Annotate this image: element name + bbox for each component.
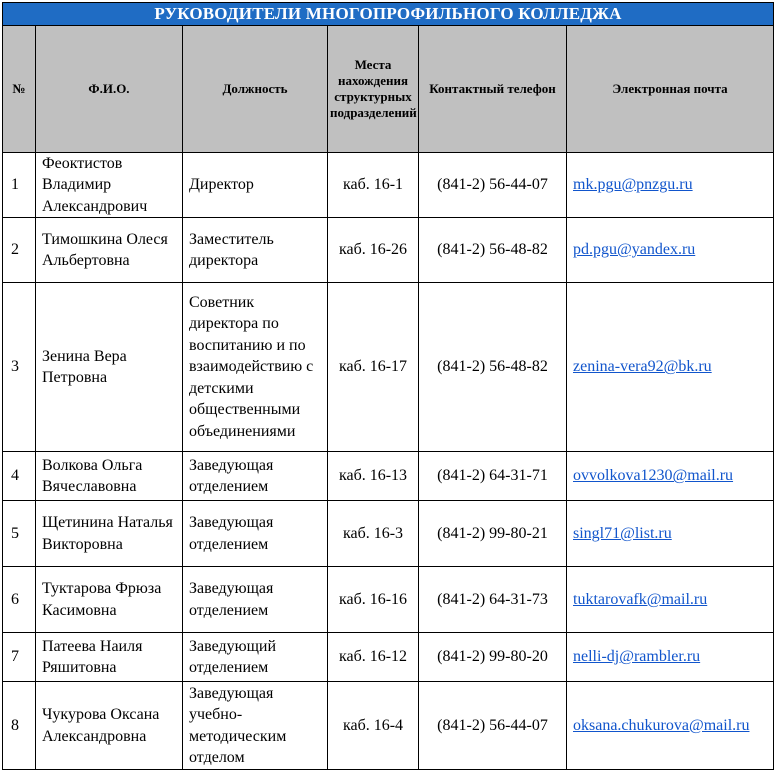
email-link[interactable]: ovvolkova1230@mail.ru xyxy=(573,467,734,485)
row-email-link[interactable] xyxy=(567,501,774,567)
row-phone: (841-2) 56-48-82 xyxy=(419,218,567,283)
row-phone: (841-2) 99-80-21 xyxy=(419,501,567,567)
table-row xyxy=(3,283,774,452)
row-email-link[interactable] xyxy=(567,283,774,452)
staff-table xyxy=(2,2,774,770)
row-location: каб. 16-4 xyxy=(328,682,419,770)
document-page xyxy=(2,2,773,770)
header-num: № xyxy=(3,25,36,152)
row-name: Зенина Вера Петровна xyxy=(36,283,183,452)
row-email-link[interactable] xyxy=(567,452,774,501)
row-name: Туктарова Фрюза Касимовна xyxy=(36,567,183,633)
email-link[interactable]: oksana.chukurova@mail.ru xyxy=(573,716,750,734)
table-row xyxy=(3,452,774,501)
row-phone: (841-2) 56-44-07 xyxy=(419,682,567,770)
row-name: Щетинина Наталья Викторовна xyxy=(36,501,183,567)
row-location: каб. 16-1 xyxy=(328,152,419,218)
row-num: 3 xyxy=(3,283,36,452)
row-phone: (841-2) 99-80-20 xyxy=(419,633,567,682)
row-location: каб. 16-12 xyxy=(328,633,419,682)
row-num: 4 xyxy=(3,452,36,501)
row-num: 2 xyxy=(3,218,36,283)
table-row xyxy=(3,682,774,770)
row-position: Заместитель директора xyxy=(183,218,328,283)
table-body xyxy=(3,152,774,770)
row-phone: (841-2) 64-31-71 xyxy=(419,452,567,501)
table-row xyxy=(3,633,774,682)
row-num: 6 xyxy=(3,567,36,633)
header-name: Ф.И.О. xyxy=(36,25,183,152)
row-email-link[interactable] xyxy=(567,567,774,633)
email-link[interactable]: pd.pgu@yandex.ru xyxy=(573,241,696,259)
row-phone: (841-2) 64-31-73 xyxy=(419,567,567,633)
table-row xyxy=(3,152,774,218)
table-title: РУКОВОДИТЕЛИ МНОГОПРОФИЛЬНОГО КОЛЛЕДЖА xyxy=(3,3,774,26)
table-row xyxy=(3,567,774,633)
row-name: Патеева Наиля Ряшитовна xyxy=(36,633,183,682)
row-num: 7 xyxy=(3,633,36,682)
row-email-link[interactable] xyxy=(567,218,774,283)
row-location: каб. 16-17 xyxy=(328,283,419,452)
email-link[interactable]: singl71@list.ru xyxy=(573,524,672,542)
row-position: Советник директора по воспитанию и по взаимодействию с детскими общественными объединениями xyxy=(183,283,328,452)
table-row xyxy=(3,218,774,283)
row-name: Волкова Ольга Вячеславовна xyxy=(36,452,183,501)
row-name: Феоктистов Владимир Александрович xyxy=(36,152,183,218)
row-location: каб. 16-13 xyxy=(328,452,419,501)
row-name: Тимошкина Олеся Альбертовна xyxy=(36,218,183,283)
row-location: каб. 16-26 xyxy=(328,218,419,283)
table-title-row xyxy=(3,3,774,26)
email-link[interactable]: mk.pgu@pnzgu.ru xyxy=(573,176,693,193)
row-position: Заведующая отделением xyxy=(183,567,328,633)
row-email-link[interactable] xyxy=(567,152,774,218)
row-email-link[interactable] xyxy=(567,633,774,682)
row-phone: (841-2) 56-44-07 xyxy=(419,152,567,218)
row-location: каб. 16-3 xyxy=(328,501,419,567)
email-link[interactable]: tuktarovafk@mail.ru xyxy=(573,590,708,608)
row-name: Чукурова Оксана Александровна xyxy=(36,682,183,770)
header-email: Электронная почта xyxy=(567,25,774,152)
header-phone: Контактный телефон xyxy=(419,25,567,152)
row-position: Заведующая учебно-методическим отделом xyxy=(183,682,328,770)
row-position: Заведующий отделением xyxy=(183,633,328,682)
header-location: Места нахождения структурных подразделений xyxy=(328,25,419,152)
row-position: Директор xyxy=(183,152,328,218)
email-link[interactable]: nelli-dj@rambler.ru xyxy=(573,648,701,666)
row-email-link[interactable] xyxy=(567,682,774,770)
row-position: Заведующая отделением xyxy=(183,452,328,501)
row-num: 5 xyxy=(3,501,36,567)
email-link[interactable]: zenina-vera92@bk.ru xyxy=(573,358,712,376)
row-phone: (841-2) 56-48-82 xyxy=(419,283,567,452)
row-location: каб. 16-16 xyxy=(328,567,419,633)
row-num: 8 xyxy=(3,682,36,770)
header-position: Должность xyxy=(183,25,328,152)
header-row xyxy=(3,25,774,152)
row-position: Заведующая отделением xyxy=(183,501,328,567)
table-row xyxy=(3,501,774,567)
row-num: 1 xyxy=(3,152,36,218)
